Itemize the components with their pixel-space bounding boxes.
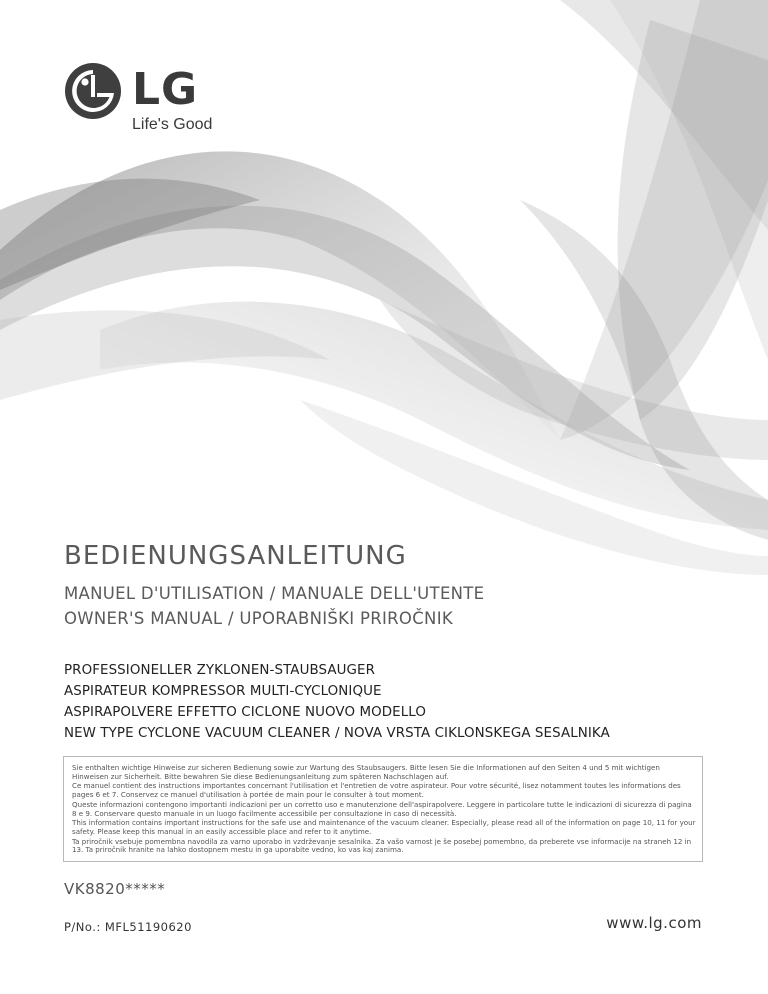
document-subtitle-2: OWNER'S MANUAL / UPORABNIŠKI PRIROČNIK <box>64 609 453 628</box>
lg-face-icon <box>64 62 122 120</box>
notice-sl: Ta priročnik vsebuje pomembna navodila za varno uporabo in vzdrževanje sesalnika. Za vašo varnost je še posebej pomembno, da preberete vse informacije na straneh 12 in 13. Ta priročnik hranite na lahko dostopnem mestu in ga uporabite vedno, ko vas kaj zanima. <box>72 836 692 855</box>
notice-it: Queste informazioni contengono importanti indicazioni per un corretto uso e manutenzione dell'aspirapolvere. Leggere in particolare tutte le indicazioni di sicurezza di pagina 8 e 9. Conservare questo manuale in un luogo facilmente accessibile per consultazione in caso di necessità. <box>72 799 692 818</box>
website-url: www.lg.com <box>606 914 702 932</box>
document-subtitle-1: MANUEL D'UTILISATION / MANUALE DELL'UTENTE <box>64 584 485 603</box>
brand-tagline: Life's Good <box>132 116 213 133</box>
notice-en: This information contains important instructions for the safe use and maintenance of the vacuum cleaner. Especially, please read all of the information on page 10, 11 for your safety. Please keep this manual in an easily accessible place and refer to it anytime. <box>72 818 696 836</box>
product-name-it: ASPIRAPOLVERE EFFETTO CICLONE NUOVO MODELLO <box>64 705 426 720</box>
lg-wordmark: LG <box>132 64 199 115</box>
safety-notice-box <box>63 756 703 862</box>
lg-logo <box>64 62 212 134</box>
model-number: VK8820***** <box>64 880 166 898</box>
product-name-fr: ASPIRATEUR KOMPRESSOR MULTI-CYCLONIQUE <box>64 684 382 699</box>
product-name-de: PROFESSIONELLER ZYKLONEN-STAUBSAUGER <box>64 663 375 678</box>
document-title: BEDIENUNGSANLEITUNG <box>64 541 407 571</box>
notice-fr: Ce manuel contient des instructions importantes concernant l'utilisation et l'entretien de votre aspirateur. Pour votre sécurité, lisez notamment toutes les informations des pages 6 et 7. Conservez ce manuel d'utilisation à portée de main pour le consulter à tout moment. <box>72 781 681 800</box>
product-name-en-sl: NEW TYPE CYCLONE VACUUM CLEANER / NOVA VRSTA CIKLONSKEGA SESALNIKA <box>64 726 610 741</box>
notice-de: Sie enthalten wichtige Hinweise zur sicheren Bedienung sowie zur Wartung des Staubsaugers. Bitte lesen Sie die Informationen auf den Seiten 4 und 5 mit wichtigen Hinweisen zur Sicherheit. Bitte bewahren Sie diese Bedienungsanleitung zum späteren Nachschlagen auf. <box>72 763 660 781</box>
part-number: P/No.: MFL51190620 <box>64 920 192 934</box>
